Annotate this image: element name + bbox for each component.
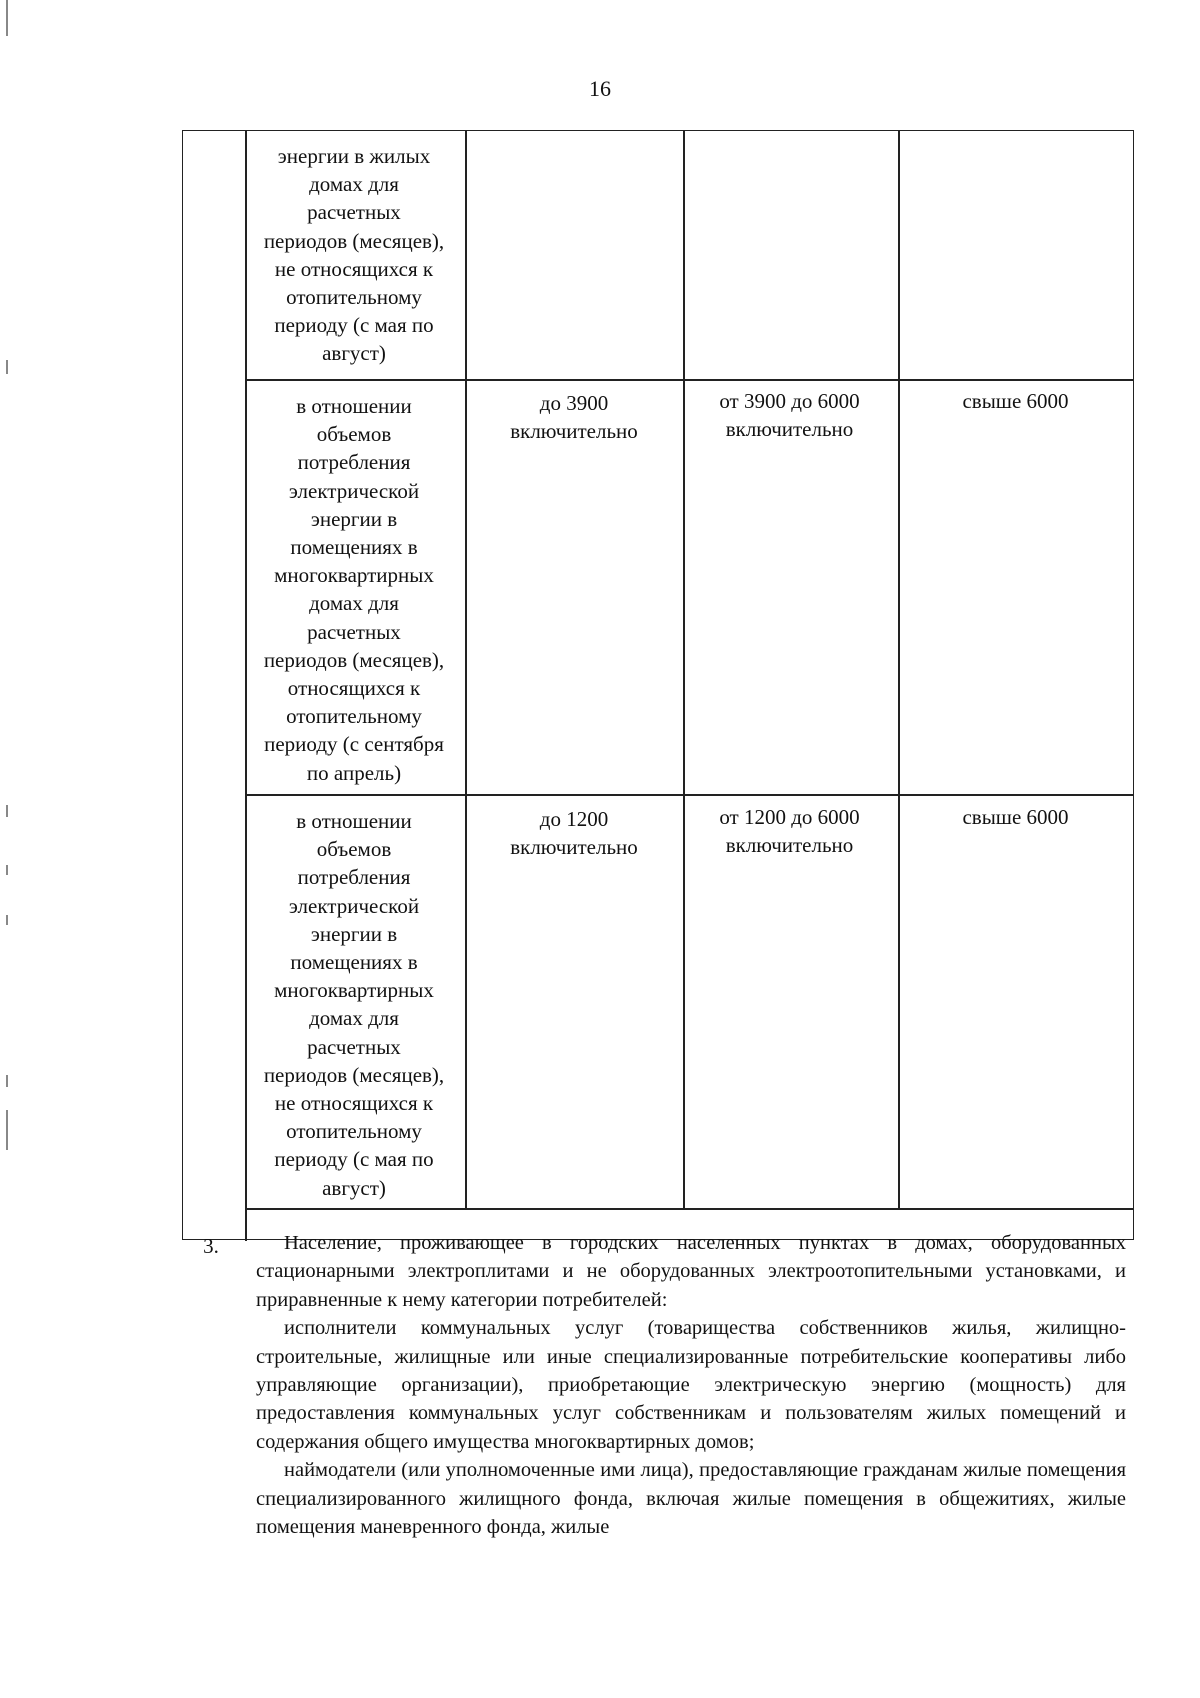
row-3-paragraph-3: наймодатели (или уполномоченные ими лица), предоставляющие гражданам жилые помещения специализированного жилищного фонда, включая жилые помещения в общежитиях, жилые помещения маневренного фонда, жилые	[256, 1459, 1126, 1539]
row-nonheating-range-high: свыше 6000	[962, 805, 1069, 829]
page-number: 16	[589, 76, 611, 101]
row-heating-description: в отношении объемов потребления электрической энергии в помещениях в многоквартирных домах для расчетных периодов (месяцев), относящихся к отопительному периоду (с сентября по апрель)	[263, 394, 445, 785]
column-divider-range1	[683, 131, 685, 1208]
row-3-paragraph-1: Население, проживающее в городских населенных пунктах в домах, оборудованных стационарными электроплитами и не оборудованных электроотопительными установками, и приравненные к нему категории потребителей:	[256, 1232, 1126, 1311]
row-divider-1	[245, 379, 1133, 381]
row-heating-range-low: до 3900 включительно	[510, 391, 638, 444]
margin-tick	[6, 1075, 8, 1087]
row-3-text	[256, 1229, 1126, 1541]
row-nonheating-range-low: до 1200 включительно	[510, 807, 638, 860]
row-top-description: энергии в жилых домах для расчетных периодов (месяцев), не относящихся к отопительному периоду (с мая по август)	[263, 144, 445, 366]
row-heating-range-high: свыше 6000	[962, 389, 1069, 413]
margin-tick	[6, 1110, 8, 1150]
column-divider-range2	[898, 131, 900, 1208]
row-divider-2	[245, 794, 1133, 796]
row-nonheating-description: в отношении объемов потребления электрической энергии в помещениях в многоквартирных домах для расчетных периодов (месяцев), не относящихся к отопительному периоду (с мая по август)	[263, 809, 445, 1200]
margin-tick	[6, 0, 8, 36]
row-3-number: 3.	[203, 1234, 219, 1258]
row-nonheating-range-mid: от 1200 до 6000 включительно	[719, 805, 860, 858]
row-divider-3	[245, 1208, 1133, 1210]
column-divider-desc	[465, 131, 467, 1208]
margin-tick	[6, 360, 8, 374]
row-heating-range-mid: от 3900 до 6000 включительно	[719, 389, 860, 442]
margin-tick	[6, 805, 8, 817]
margin-tick	[6, 915, 8, 925]
margin-tick	[6, 865, 8, 875]
row-3-paragraph-2: исполнители коммунальных услуг (товарищества собственников жилья, жилищно-строительные, жилищные или иные специализированные потребительские кооперативы либо управляющие организации), приобретающие электрическую энергию (мощность) для предоставления коммунальных услуг собственникам и пользователям жилых помещений и содержания общего имущества многоквартирных домов;	[256, 1317, 1126, 1453]
